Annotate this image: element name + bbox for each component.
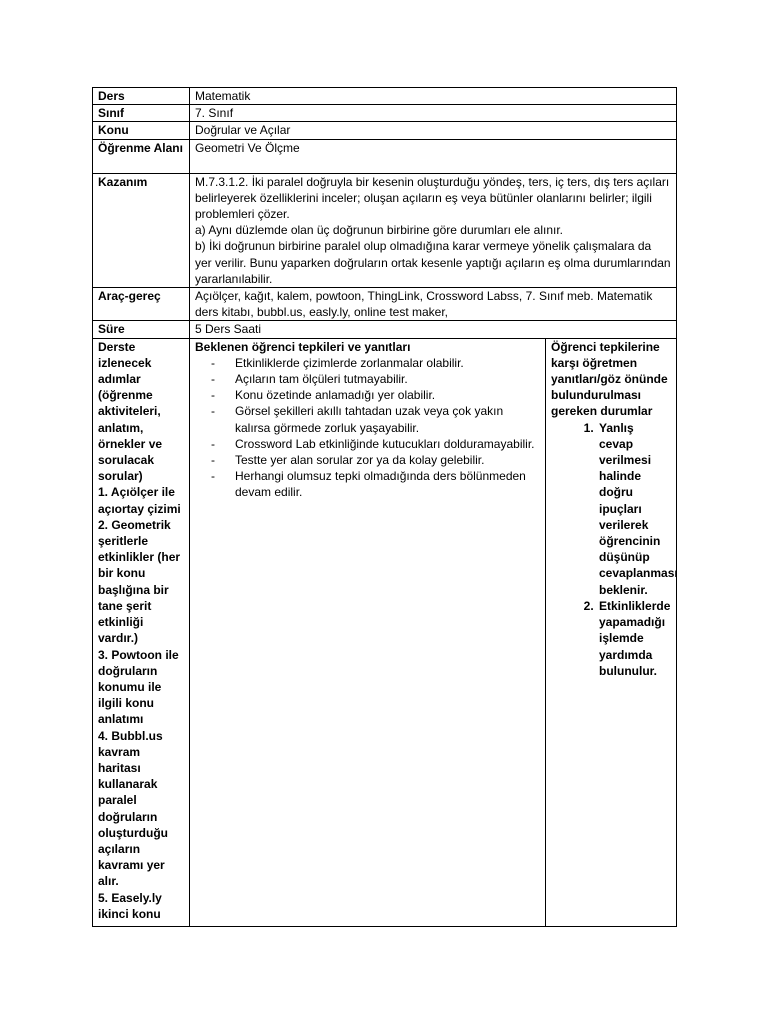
list-item: - Testte yer alan sorular zor ya da kolay gelebilir.: [235, 452, 540, 468]
list-item: - Etkinliklerde çizimlerde zorlanmalar olabilir.: [235, 355, 540, 371]
expected-heading: Beklenen öğrenci tepkileri ve yanıtları: [195, 339, 411, 354]
row-activities: [93, 338, 677, 926]
step-item: 4. Bubbl.us kavram haritası kullanarak paralel doğruların oluşturduğu açıların kavramı yer alır.: [98, 728, 168, 889]
row-konu: [93, 122, 677, 139]
steps-heading: Derste izlenecek adımlar (öğrenme aktiviteleri, anlatım, örnekler ve sorulacak sorular): [98, 339, 163, 484]
label-ogrenme-alani: Öğrenme Alanı: [93, 139, 190, 173]
list-item: - Açıların tam ölçüleri tutmayabilir.: [235, 371, 540, 387]
label-konu: Konu: [93, 122, 190, 139]
label-ders: Ders: [93, 88, 190, 105]
label-sinif: Sınıf: [93, 105, 190, 122]
teacher-list: [551, 420, 678, 679]
label-sure: Süre: [93, 321, 190, 338]
value-sinif: 7. Sınıf: [190, 105, 677, 122]
value-kazanim: [190, 173, 677, 287]
list-item: - Herhangi olumsuz tepki olmadığında ders bölünmeden devam edilir.: [235, 468, 540, 500]
row-sinif: [93, 105, 677, 122]
list-item: 1. Yanlış cevap verilmesi halinde doğru ipuçları verilerek öğrencinin düşünüp cevaplanması beklenir.: [597, 420, 671, 598]
value-arac-gerec: Açıölçer, kağıt, kalem, powtoon, ThingLink, Crossword Labss, 7. Sınıf meb. Matematik ders kitabı, bubbl.us, easly.ly, online test maker,: [190, 288, 677, 321]
value-ders: Matematik: [190, 88, 677, 105]
row-arac-gerec: [93, 288, 677, 321]
value-sure: 5 Ders Saati: [190, 321, 677, 338]
list-item: - Görsel şekilleri akıllı tahtadan uzak veya çok yakın kalırsa görmede zorluk yaşayabilir.: [235, 403, 540, 435]
step-item: 3. Powtoon ile doğruların konumu ile ilgili konu anlatımı: [98, 647, 179, 727]
row-ders: [93, 88, 677, 105]
kazanim-line-3: b) İki doğrunun birbirine paralel olup olmadığına karar vermeye yönelik çalışmalara da yer verilir. Bunu yaparken doğruların ortak kesenle yaptığı açıların eş olma durumlarından yararlanılabilir.: [195, 239, 671, 286]
kazanim-line-1: M.7.3.1.2. İki paralel doğruyla bir kesenin oluşturduğu yöndeş, ters, iç ters, dış ters açıları belirleyerek özelliklerini inceler; oluşan açıların eş veya bütünler olanlarını belirler; ilgili problemleri çözer.: [195, 174, 670, 222]
expected-cell: [190, 338, 546, 926]
step-item: 2. Geometrik şeritlerle etkinlikler (her bir konu başlığına bir tane şerit etkinliği vardır.): [98, 517, 181, 646]
teacher-heading: Öğrenci tepkilerine karşı öğretmen yanıtları/göz önünde bulundurulması gereken durumlar: [551, 339, 668, 419]
value-ogrenme-alani: Geometri Ve Ölçme: [190, 139, 677, 173]
list-item: 2. Etkinliklerde yapamadığı işlemde yardımda bulunulur.: [597, 598, 671, 679]
kazanim-line-2: a) Aynı düzlemde olan üç doğrunun birbirine göre durumları ele alınır.: [195, 223, 563, 238]
row-kazanim: [93, 173, 677, 287]
label-kazanim: Kazanım: [93, 173, 190, 287]
value-konu: Doğrular ve Açılar: [190, 122, 677, 139]
list-item: - Konu özetinde anlamadığı yer olabilir.: [235, 387, 540, 403]
lesson-plan-table: [92, 87, 677, 927]
list-item: - Crossword Lab etkinliğinde kutucukları dolduramayabilir.: [235, 436, 540, 452]
expected-list: [195, 355, 540, 501]
teacher-cell: [546, 338, 677, 926]
step-item: 5. Easely.ly ikinci konu: [98, 890, 162, 921]
row-sure: [93, 321, 677, 338]
steps-cell: [93, 338, 190, 926]
step-item: 1. Açıölçer ile açıortay çizimi: [98, 485, 181, 516]
label-arac-gerec: Araç-gereç: [93, 288, 190, 321]
row-ogrenme-alani: [93, 139, 677, 173]
